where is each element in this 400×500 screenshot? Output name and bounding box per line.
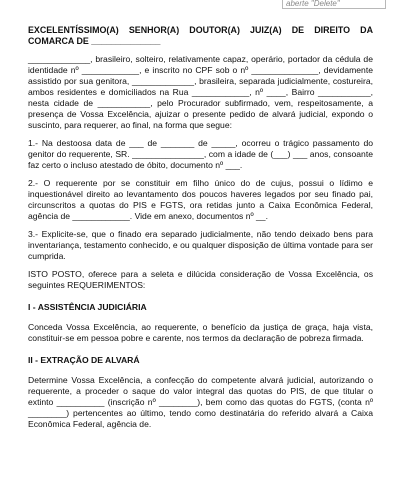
section-1-text: Conceda Vossa Excelência, ao requerente, o benefício da justiça de graça, haja vista, constituir-se em pessoa pobre e carente, nos termos da declaração de pobreza firmada. xyxy=(28,322,373,343)
paragraph-1: 1.- Na destoosa data de ___ de _______ de _____, ocorreu o trágico passamento do genitor do requerente, SR. _______________, com a idade de (___) ___ anos, consoante faz certo o incluso atestado de óbito, documento nº ___. xyxy=(28,138,373,170)
section-1-title: I - ASSISTÊNCIA JUDICIÁRIA xyxy=(28,302,147,312)
requests-intro: ISTO POSTO, oferece para a seleta e dilúcida consideração de Vossa Excelência, os seguintes REQUERIMENTOS: xyxy=(28,269,373,290)
paragraph-2: 2.- O requerente por se constituir em filho único do de cujus, possui o lídimo e inquestionável direito ao levantamento dos poucos haveres legados por seu finado pai, circunscritos a quotas do PIS e FGTS, ora retidas junto a Caixa Econômica Federal, agência de ____________. Vide em anexo, documentos nº __. xyxy=(28,178,373,221)
paragraph-3: 3.- Explicite-se, que o finado era separado judicialmente, não tendo deixado bens para inventariança, testamento conhecido, e ou qualquer disposição de última vontade para ser cumprida. xyxy=(28,229,373,261)
petition-document xyxy=(28,25,373,430)
delete-hint-box: aberte "Delete" xyxy=(282,0,386,9)
section-2-text: Determine Vossa Excelência, a confecção do competente alvará judicial, autorizando o requerente, a proceder o saque do valor integral das quotas do PIS, de que titular o extinto __________ (inscrição nº ________), bem como das quotas do FGTS, (conta nº ________) pertencentes ao último, tendo como destinatária do referido alvará a Caixa Econômica Federal, agência de. xyxy=(28,375,373,429)
petition-title: EXCELENTÍSSIMO(A) SENHOR(A) DOUTOR(A) JUIZ(A) DE DIREITO DA COMARCA DE ______________ xyxy=(28,25,373,46)
section-2-title: II - EXTRAÇÃO DE ALVARÁ xyxy=(28,355,140,365)
intro-paragraph: _____________, brasileiro, solteiro, relativamente capaz, operário, portador da cédula de identidade nº ____________, e inscrito no CPF sob o nº ______________, devidamente assistido por sua genitora, _____________, brasileira, separada judicialmente, costureira, ambos residentes e domiciliados na Rua ____________, nº ____, Bairro ___________, nesta cidade de ___________, pelo Procurador subfirmado, vem, respeitosamente, a presença de Vossa Excelência, ajuizar o presente pedido de alvará judicial, expondo o suscinto, para requerer, ao final, na forma que segue: xyxy=(28,54,373,130)
